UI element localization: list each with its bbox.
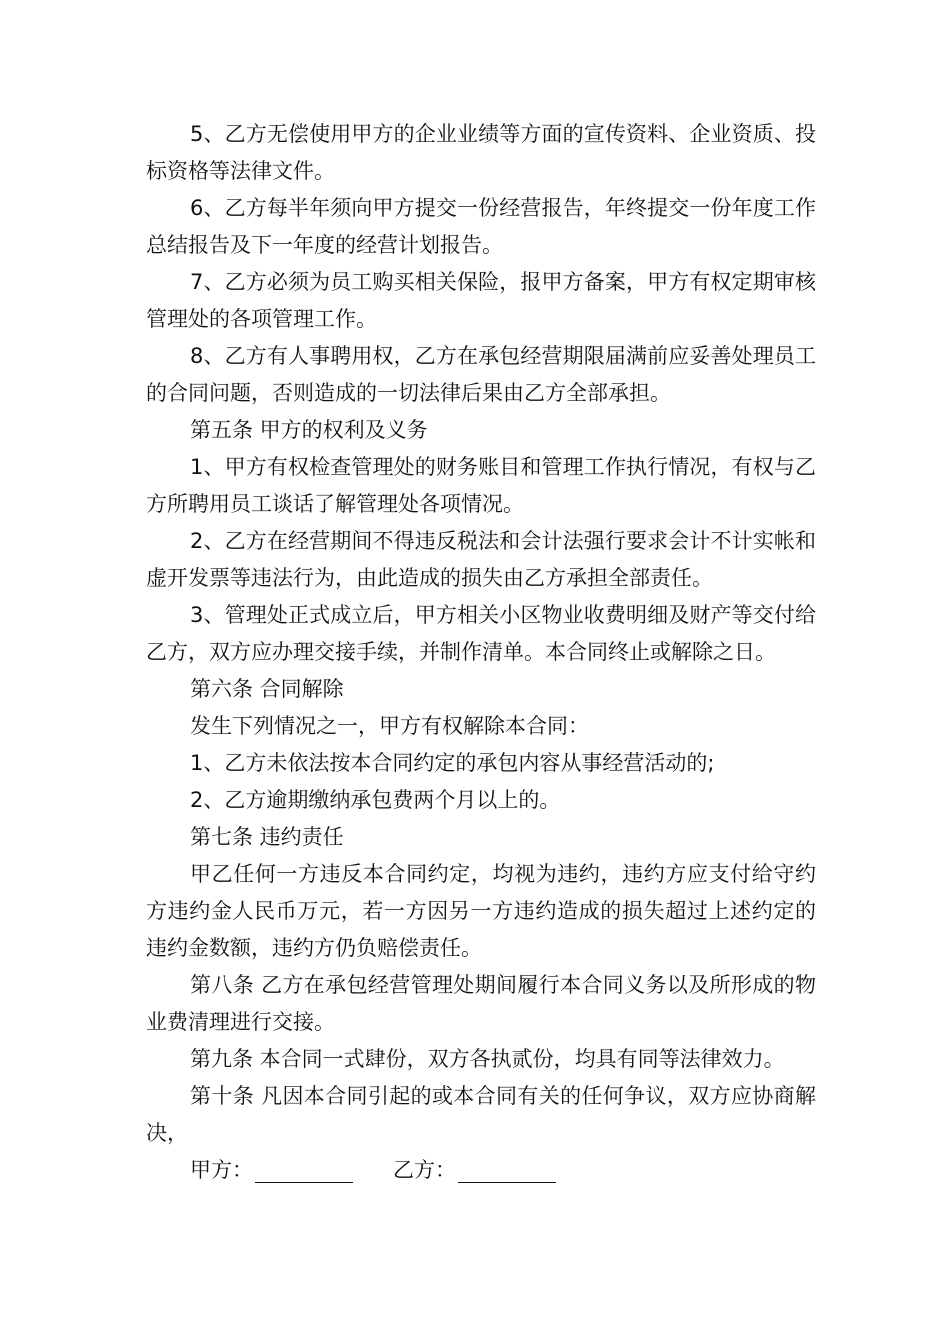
clause-9: 第九条 本合同一式肆份，双方各执贰份，均具有同等法律效力。	[190, 1047, 785, 1071]
clause-8: 第八条 乙方在承包经营管理处期间履行本合同义务以及所形成的物业费清理进行交接。	[146, 973, 816, 1034]
clause-4-item-5: 5、乙方无偿使用甲方的企业业绩等方面的宣传资料、企业资质、投标资格等法律文件。	[146, 122, 816, 183]
clause-4-item-7: 7、乙方必须为员工购买相关保险，报甲方备案，甲方有权定期审核管理处的各项管理工作。	[146, 270, 816, 331]
signature-line	[146, 1152, 816, 1189]
clause-6-heading: 第六条 合同解除	[190, 677, 344, 701]
clause-4-item-8: 8、乙方有人事聘用权，乙方在承包经营期限届满前应妥善处理员工的合同问题，否则造成的一切法律后果由乙方全部承担。	[146, 344, 816, 405]
clause-5-item-1: 1、甲方有权检查管理处的财务账目和管理工作执行情况，有权与乙方所聘用员工谈话了解管理处各项情况。	[146, 455, 816, 516]
clause-6-item-2: 2、乙方逾期缴纳承包费两个月以上的。	[190, 788, 561, 812]
clause-5-item-2: 2、乙方在经营期间不得违反税法和会计法强行要求会计不计实帐和虚开发票等违法行为，由此造成的损失由乙方承担全部责任。	[146, 529, 816, 590]
clause-7-body: 甲乙任何一方违反本合同约定，均视为违约，违约方应支付给守约方违约金人民币万元，若一方因另一方违约造成的损失超过上述约定的违约金数额，违约方仍负赔偿责任。	[146, 862, 816, 960]
clause-6-item-1: 1、乙方未依法按本合同约定的承包内容从事经营活动的;	[190, 751, 715, 775]
party-b-label: 乙方：	[393, 1158, 456, 1182]
party-a-label: 甲方：	[190, 1158, 253, 1182]
clause-6-intro: 发生下列情况之一，甲方有权解除本合同：	[190, 714, 589, 738]
party-b-signature-blank	[458, 1181, 556, 1183]
document-body	[146, 116, 816, 1189]
clause-7-heading: 第七条 违约责任	[190, 825, 344, 849]
clause-4-item-6: 6、乙方每半年须向甲方提交一份经营报告，年终提交一份年度工作总结报告及下一年度的经营计划报告。	[146, 196, 816, 257]
clause-10: 第十条 凡因本合同引起的或本合同有关的任何争议，双方应协商解决，	[146, 1084, 816, 1145]
clause-5-heading: 第五条 甲方的权利及义务	[190, 418, 428, 442]
party-a-signature-blank	[255, 1181, 353, 1183]
clause-5-item-3: 3、管理处正式成立后，甲方相关小区物业收费明细及财产等交付给乙方，双方应办理交接手续，并制作清单。本合同终止或解除之日。	[146, 603, 816, 664]
